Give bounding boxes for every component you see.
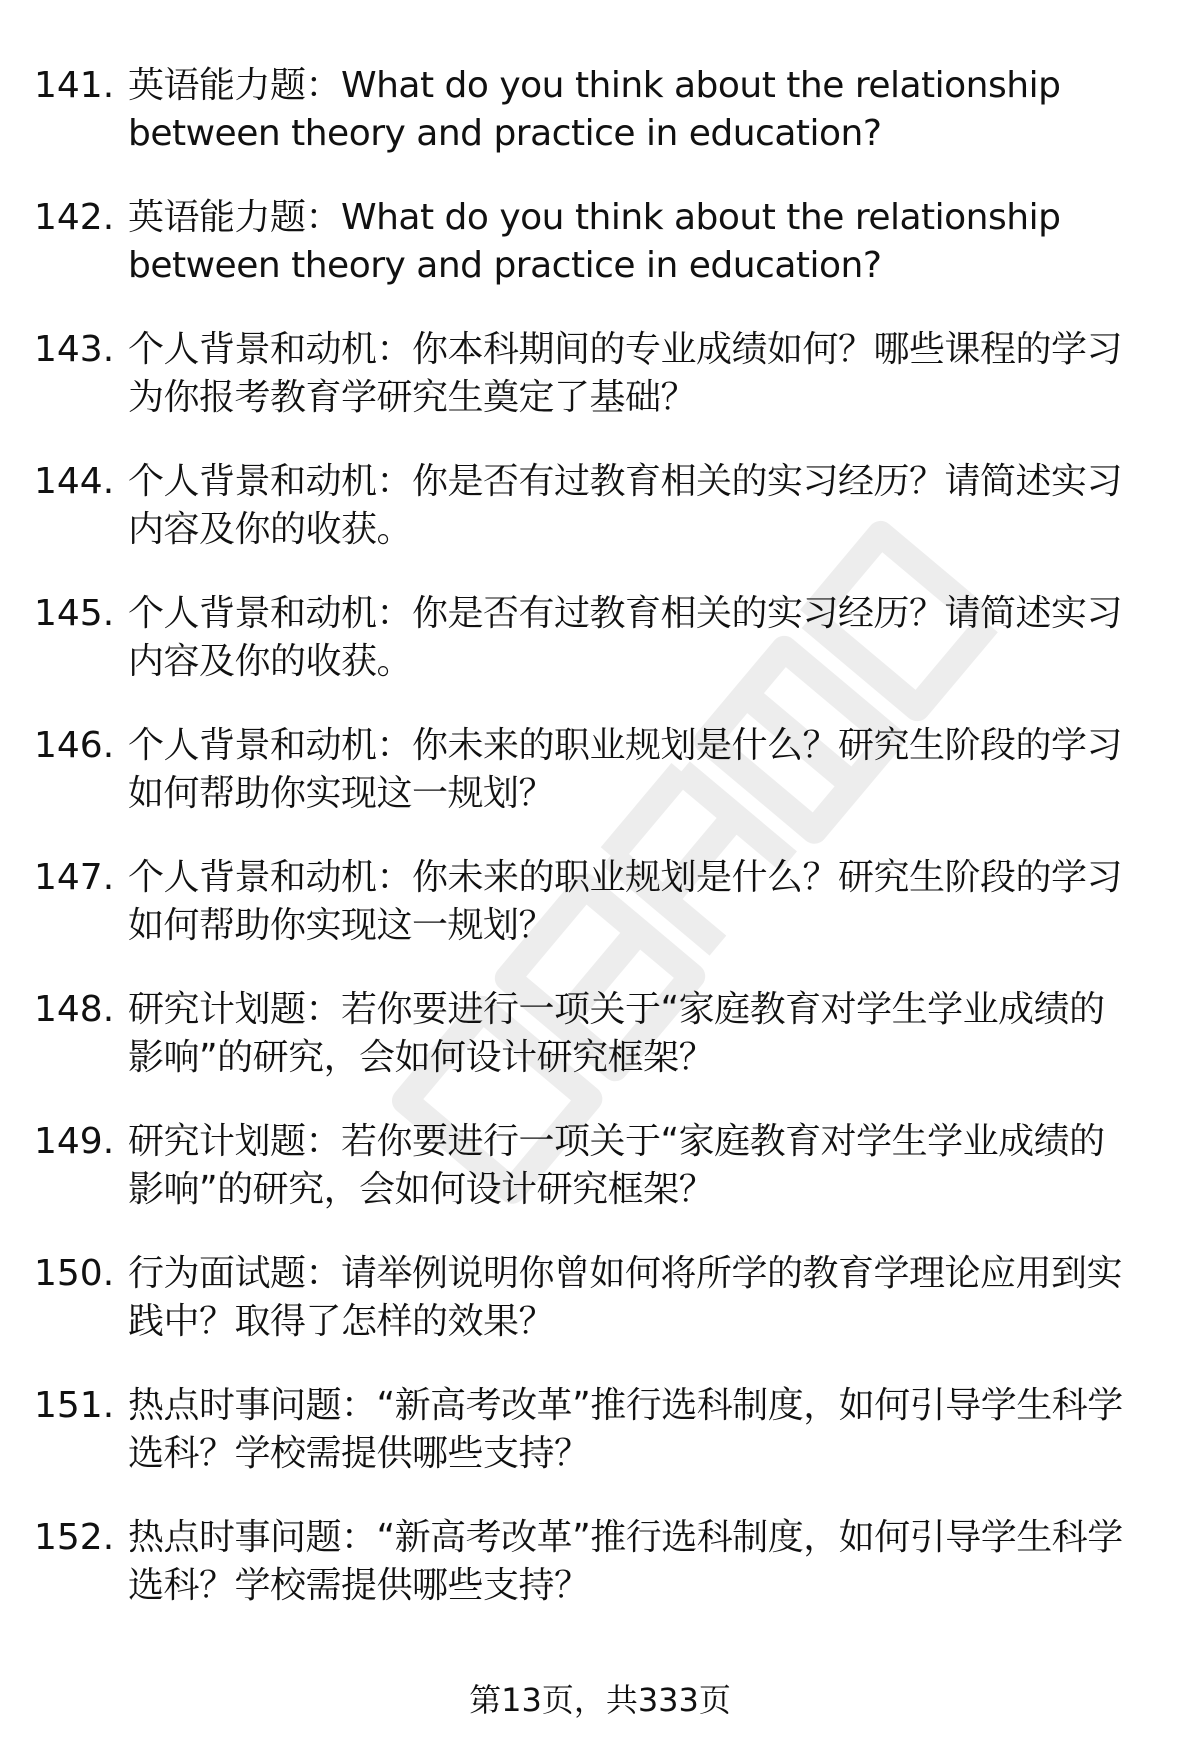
question-text: 研究计划题：若你要进行一项关于“家庭教育对学生学业成绩的影响”的研究，会如何设计研究框架？: [128, 1121, 1105, 1210]
question-text: 热点时事问题：“新高考改革”推行选科制度，如何引导学生科学选科？学校需提供哪些支持？: [128, 1385, 1123, 1474]
question-number: 148.: [34, 989, 115, 1030]
question-number: 143.: [34, 329, 115, 370]
list-item: [0, 458, 1200, 590]
question-list: [0, 62, 1200, 1646]
question-text: 个人背景和动机：你是否有过教育相关的实习经历？请简述实习内容及你的收获。: [128, 461, 1123, 550]
question-text: 行为面试题：请举例说明你曾如何将所学的教育学理论应用到实践中？取得了怎样的效果？: [128, 1253, 1123, 1342]
question-number: 144.: [34, 461, 115, 502]
question-text: 个人背景和动机：你未来的职业规划是什么？研究生阶段的学习如何帮助你实现这一规划？: [128, 857, 1123, 946]
page-footer: [0, 1680, 1200, 1720]
list-item: [0, 722, 1200, 854]
question-number: 150.: [34, 1253, 115, 1294]
page-number: 第13页，共333页: [469, 1681, 731, 1719]
list-item: [0, 194, 1200, 326]
list-item: [0, 62, 1200, 194]
question-number: 152.: [34, 1517, 115, 1558]
list-item: [0, 326, 1200, 458]
question-number: 147.: [34, 857, 115, 898]
question-number: 151.: [34, 1385, 115, 1426]
question-text: 英语能力题：What do you think about the relationship between theory and practice in education?: [128, 197, 1061, 286]
question-text: 热点时事问题：“新高考改革”推行选科制度，如何引导学生科学选科？学校需提供哪些支持？: [128, 1517, 1123, 1606]
question-number: 145.: [34, 593, 115, 634]
question-number: 149.: [34, 1121, 115, 1162]
list-item: [0, 1514, 1200, 1646]
question-text: 个人背景和动机：你未来的职业规划是什么？研究生阶段的学习如何帮助你实现这一规划？: [128, 725, 1123, 814]
question-number: 142.: [34, 197, 115, 238]
question-text: 英语能力题：What do you think about the relationship between theory and practice in education?: [128, 65, 1061, 154]
list-item: [0, 1118, 1200, 1250]
question-number: 146.: [34, 725, 115, 766]
list-item: [0, 1382, 1200, 1514]
list-item: [0, 590, 1200, 722]
question-text: 研究计划题：若你要进行一项关于“家庭教育对学生学业成绩的影响”的研究，会如何设计研究框架？: [128, 989, 1105, 1078]
question-number: 141.: [34, 65, 115, 106]
list-item: [0, 854, 1200, 986]
question-text: 个人背景和动机：你是否有过教育相关的实习经历？请简述实习内容及你的收获。: [128, 593, 1123, 682]
question-text: 个人背景和动机：你本科期间的专业成绩如何？哪些课程的学习为你报考教育学研究生奠定了基础？: [128, 329, 1123, 418]
list-item: [0, 1250, 1200, 1382]
list-item: [0, 986, 1200, 1118]
